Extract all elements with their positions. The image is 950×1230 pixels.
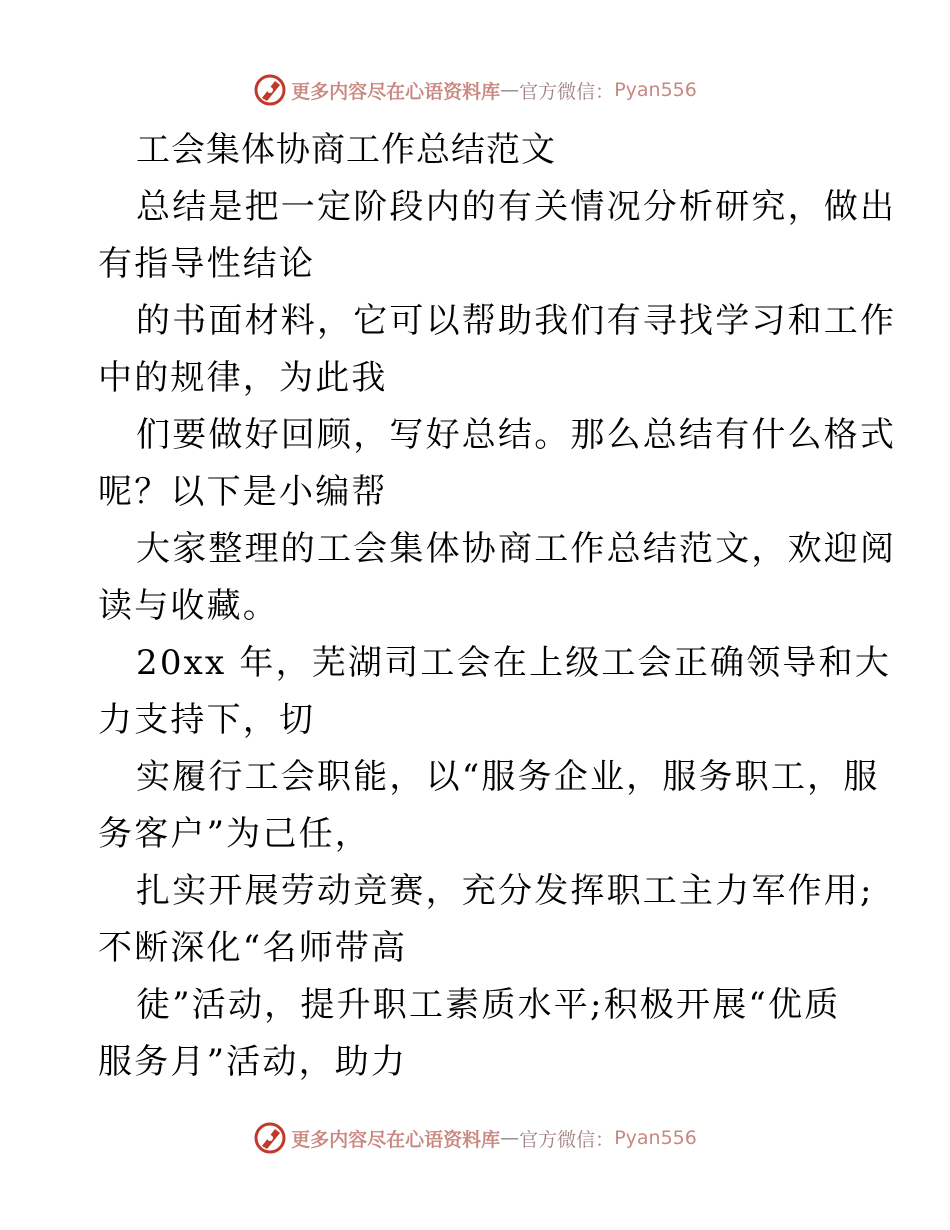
banner-title: 更多内容尽在心语资料库 [291, 1128, 501, 1151]
footer-banner [0, 1118, 950, 1158]
text-line: 不断深化“名师带高 [98, 928, 408, 968]
text-line: 服务月”活动，助力 [98, 1042, 408, 1082]
banner-wechat-label: 官方微信： [519, 80, 615, 103]
banner-separator: — [500, 79, 520, 101]
text-line: 总结是把一定阶段内的有关情况分析研究，做出 [136, 187, 897, 227]
banner-separator: — [500, 1127, 520, 1149]
banner-wechat-id: Pyan556 [614, 1127, 697, 1149]
text-line: 们要做好回顾，写好总结。那么总结有什么格式 [136, 415, 897, 455]
text-line: 读与收藏。 [98, 586, 279, 626]
text-line: 的书面材料，它可以帮助我们有寻找学习和工作 [136, 301, 897, 341]
text-line: 力支持下，切 [98, 700, 316, 740]
pen-circle-logo-icon [253, 73, 287, 107]
text-line: 徒”活动，提升职工素质水平;积极开展“优质 [136, 985, 841, 1025]
document-title: 工会集体协商工作总结范文 [136, 130, 556, 170]
banner-title: 更多内容尽在心语资料库 [291, 80, 501, 103]
text-line: 务客户”为己任， [98, 814, 371, 854]
text-line: 20xx 年，芜湖司工会在上级工会正确领导和大 [136, 643, 892, 683]
text-line: 中的规律，为此我 [98, 358, 388, 398]
header-banner [0, 70, 950, 110]
banner-wechat-id: Pyan556 [614, 79, 697, 101]
pen-circle-logo-icon [253, 1121, 287, 1155]
text-line: 扎实开展劳动竞赛，充分发挥职工主力军作用; [136, 871, 874, 911]
text-line: 呢？以下是小编帮 [98, 472, 388, 512]
text-line: 大家整理的工会集体协商工作总结范文，欢迎阅 [136, 529, 897, 569]
banner-wechat-label: 官方微信： [519, 1128, 615, 1151]
text-line: 有指导性结论 [98, 244, 316, 284]
text-line: 实履行工会职能，以“服务企业，服务职工，服 [136, 757, 880, 797]
document-body [98, 122, 897, 1091]
